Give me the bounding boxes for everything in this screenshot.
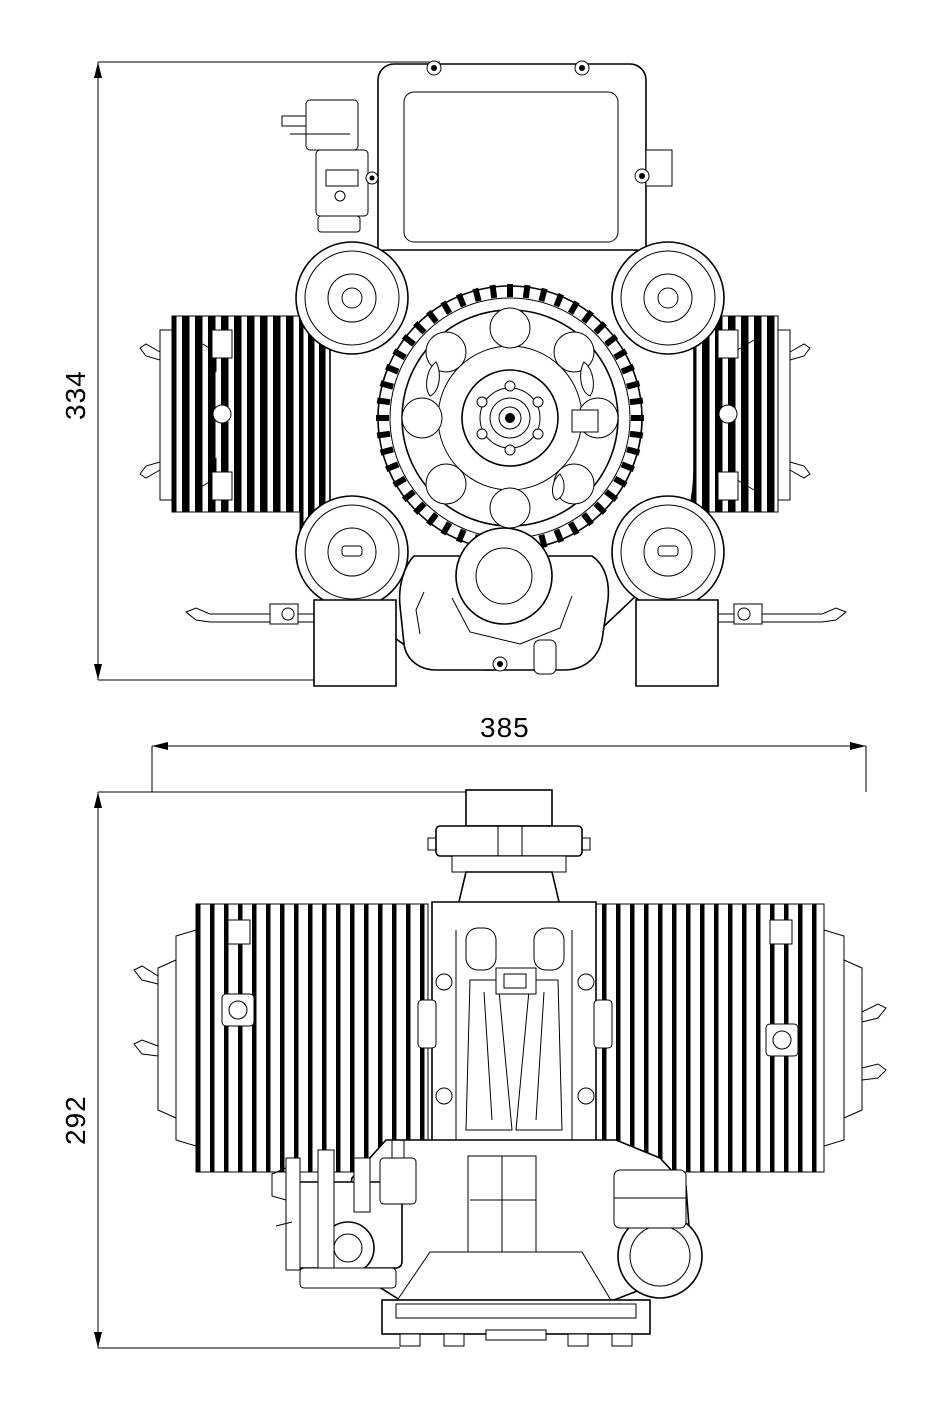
lower-cylinder-right <box>636 600 846 686</box>
flywheel-face <box>402 308 618 528</box>
cylinder-fins-left-side <box>134 904 428 1172</box>
accessory-fuel-pump <box>282 100 378 232</box>
width-dimension-385 <box>152 742 866 792</box>
top-cover-plate <box>378 61 672 277</box>
cylinder-fins-right-side <box>592 904 886 1172</box>
lower-cylinder-left <box>186 600 396 686</box>
pulley-upper-right <box>612 242 724 354</box>
dimension-label-334: 334 <box>60 370 91 420</box>
dimension-label-385: 385 <box>480 712 530 743</box>
base-mount-flange <box>382 1300 650 1346</box>
side-view-engine <box>134 790 886 1346</box>
dimension-label-292: 292 <box>60 1095 91 1145</box>
pulley-upper-left <box>296 242 408 354</box>
pulley-lower-right <box>612 496 724 608</box>
cylinder-fins-upper-left <box>140 316 300 512</box>
pulley-lower-left <box>296 496 408 608</box>
front-view-engine <box>140 61 846 686</box>
